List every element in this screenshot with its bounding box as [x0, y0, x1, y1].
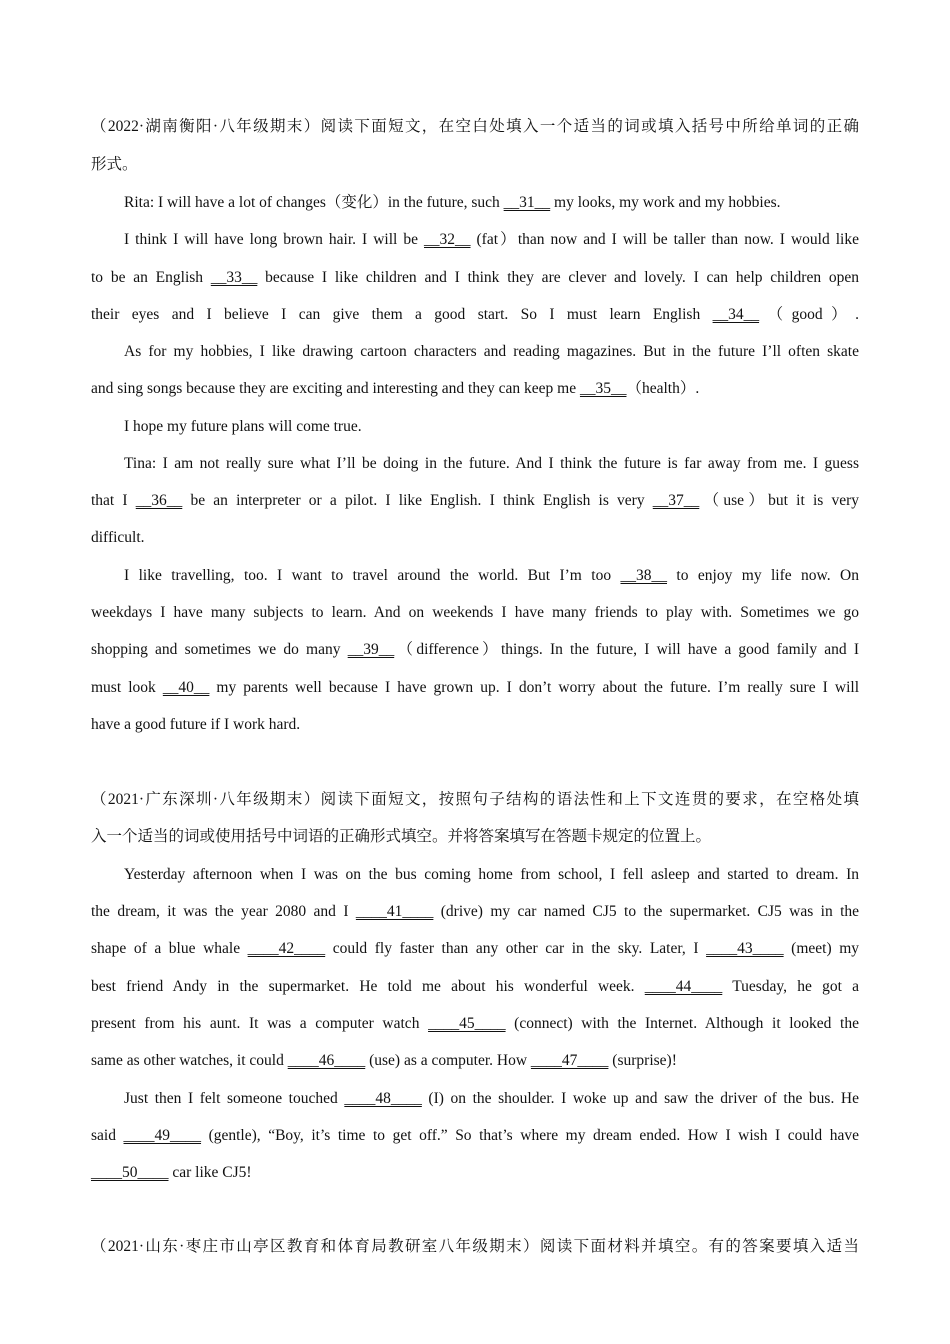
text-run: weekdays I have many subjects to learn. And on weekends I have many friends to play with. Sometimes we go: [91, 604, 859, 621]
text-run: (drive) my car named CJ5 to the supermarket. CJ5 was in the: [433, 903, 860, 920]
answer-blank[interactable]: __34__: [712, 306, 760, 323]
passage-line: [91, 1014, 859, 1034]
text-run: that I: [91, 492, 136, 509]
text-run: my looks, my work and my hobbies.: [550, 194, 781, 211]
text-run: to enjoy my life now. On: [667, 567, 859, 584]
passage-line: [91, 528, 859, 548]
text-run: best friend Andy in the supermarket. He told me about his wonderful week.: [91, 978, 645, 995]
text-run: my parents well because I have grown up. I don’t worry about the future. I’m really sure I will: [209, 679, 859, 696]
passage-line: [91, 491, 859, 511]
passage-line: [91, 1126, 859, 1146]
answer-blank[interactable]: __39__: [347, 641, 395, 658]
text-run: present from his aunt. It was a computer watch: [91, 1015, 429, 1032]
text-run: have a good future if I work hard.: [91, 716, 301, 733]
passage-line: [124, 1089, 859, 1109]
text-run: (surprise)!: [608, 1052, 677, 1069]
text-run: （2021·广东深圳·八年级期末）阅读下面短文，按照句子结构的语法性和上下文连贯的要求，在空格处填: [91, 791, 859, 808]
answer-blank[interactable]: __32__: [424, 231, 471, 248]
instruction-line: [91, 117, 859, 137]
text-run: Just then I felt someone touched: [124, 1090, 345, 1107]
instruction-line: [91, 155, 859, 175]
text-run: 入一个适当的词或使用括号中词语的正确形式填空。并将答案填写在答题卡规定的位置上。: [91, 828, 712, 845]
passage-line: [124, 566, 859, 586]
text-run: I hope my future plans will come true.: [124, 418, 362, 435]
passage-line: [124, 230, 859, 250]
answer-blank[interactable]: __37__: [652, 492, 700, 509]
text-run: said: [91, 1127, 124, 1144]
passage-line: [91, 678, 859, 698]
text-run: Tuesday, he got a: [722, 978, 859, 995]
passage-line: [124, 865, 859, 885]
answer-blank[interactable]: __36__: [135, 492, 183, 509]
text-run: (gentle), “Boy, it’s time to get off.” So that’s where my dream ended. How I wish I could have: [201, 1127, 859, 1144]
answer-blank[interactable]: ____50____: [91, 1164, 169, 1181]
answer-blank[interactable]: ____41____: [355, 903, 434, 920]
text-run: must look: [91, 679, 163, 696]
passage-line: [91, 379, 859, 399]
text-run: to be an English: [91, 269, 211, 286]
passage-line: [124, 417, 859, 437]
text-run: be an interpreter or a pilot. I like English. I think English is very: [182, 492, 653, 509]
answer-blank[interactable]: __35__: [579, 380, 627, 397]
text-run: could fly faster than any other car in the sky. Later, I: [325, 940, 707, 957]
text-run: (use) as a computer. How: [365, 1052, 531, 1069]
text-run: Yesterday afternoon when I was on the bus coming home from school, I fell asleep and started to dream. In: [124, 866, 859, 883]
instruction-line: [91, 1237, 859, 1257]
passage-line: [91, 268, 859, 288]
text-run: the dream, it was the year 2080 and I: [91, 903, 356, 920]
text-run: shape of a blue whale: [91, 940, 248, 957]
text-run: and sing songs because they are exciting and interesting and they can keep me: [91, 380, 580, 397]
answer-blank[interactable]: ____44____: [644, 978, 723, 995]
answer-blank[interactable]: ____49____: [123, 1127, 202, 1144]
text-run: （good）.: [759, 306, 859, 323]
instruction-line: [91, 827, 859, 847]
text-run: (I) on the shoulder. I woke up and saw the driver of the bus. He: [421, 1090, 859, 1107]
answer-blank[interactable]: ____42____: [247, 940, 326, 957]
passage-line: [91, 1051, 859, 1071]
text-run: （difference）things. In the future, I will have a good family and I: [394, 641, 860, 658]
answer-blank[interactable]: ____46____: [287, 1052, 366, 1069]
text-run: （health）.: [626, 380, 700, 397]
passage-line: [91, 939, 859, 959]
answer-blank[interactable]: ____45____: [428, 1015, 506, 1032]
text-run: I like travelling, too. I want to travel around the world. But I’m too: [124, 567, 621, 584]
text-run: difficult.: [91, 529, 145, 546]
passage-line: [91, 1163, 859, 1183]
passage-line: [91, 603, 859, 623]
passage-line: [91, 305, 859, 325]
text-run: （use）but it is very: [699, 492, 860, 509]
passage-line: [124, 342, 859, 362]
text-run: Rita: I will have a lot of changes（变化）in the future, such: [124, 194, 504, 211]
text-run: (fat）than now and I will be taller than now. I would like: [470, 231, 859, 248]
text-run: their eyes and I believe I can give them a good start. So I must learn English: [91, 306, 713, 323]
text-run: I think I will have long brown hair. I will be: [124, 231, 424, 248]
text-run: same as other watches, it could: [91, 1052, 288, 1069]
text-run: because I like children and I think they are clever and lovely. I can help children open: [257, 269, 859, 286]
text-run: car like CJ5!: [168, 1164, 252, 1181]
text-run: As for my hobbies, I like drawing cartoon characters and reading magazines. But in the future I’ll often skate: [124, 343, 859, 360]
instruction-line: [91, 790, 859, 810]
answer-blank[interactable]: ____48____: [344, 1090, 422, 1107]
answer-blank[interactable]: ____43____: [706, 940, 784, 957]
text-run: (connect) with the Internet. Although it looked the: [505, 1015, 859, 1032]
passage-line: [124, 193, 859, 213]
answer-blank[interactable]: ____47____: [530, 1052, 609, 1069]
text-run: 形式。: [91, 156, 138, 173]
passage-line: [91, 977, 859, 997]
passage-line: [124, 454, 859, 474]
text-run: （2021·山东·枣庄市山亭区教育和体育局教研室八年级期末）阅读下面材料并填空。有的答案要填入适当: [91, 1238, 859, 1255]
passage-line: [91, 640, 859, 660]
answer-blank[interactable]: __38__: [620, 567, 667, 584]
passage-line: [91, 715, 859, 735]
text-run: shopping and sometimes we do many: [91, 641, 348, 658]
passage-line: [91, 902, 859, 922]
answer-blank[interactable]: __40__: [162, 679, 210, 696]
text-run: (meet) my: [783, 940, 859, 957]
text-run: （2022·湖南衡阳·八年级期末）阅读下面短文，在空白处填入一个适当的词或填入括号中所给单词的正确: [91, 118, 859, 135]
answer-blank[interactable]: __33__: [210, 269, 258, 286]
text-run: Tina: I am not really sure what I’ll be doing in the future. And I think the future is far away from me. I guess: [124, 455, 859, 472]
answer-blank[interactable]: __31__: [503, 194, 551, 211]
